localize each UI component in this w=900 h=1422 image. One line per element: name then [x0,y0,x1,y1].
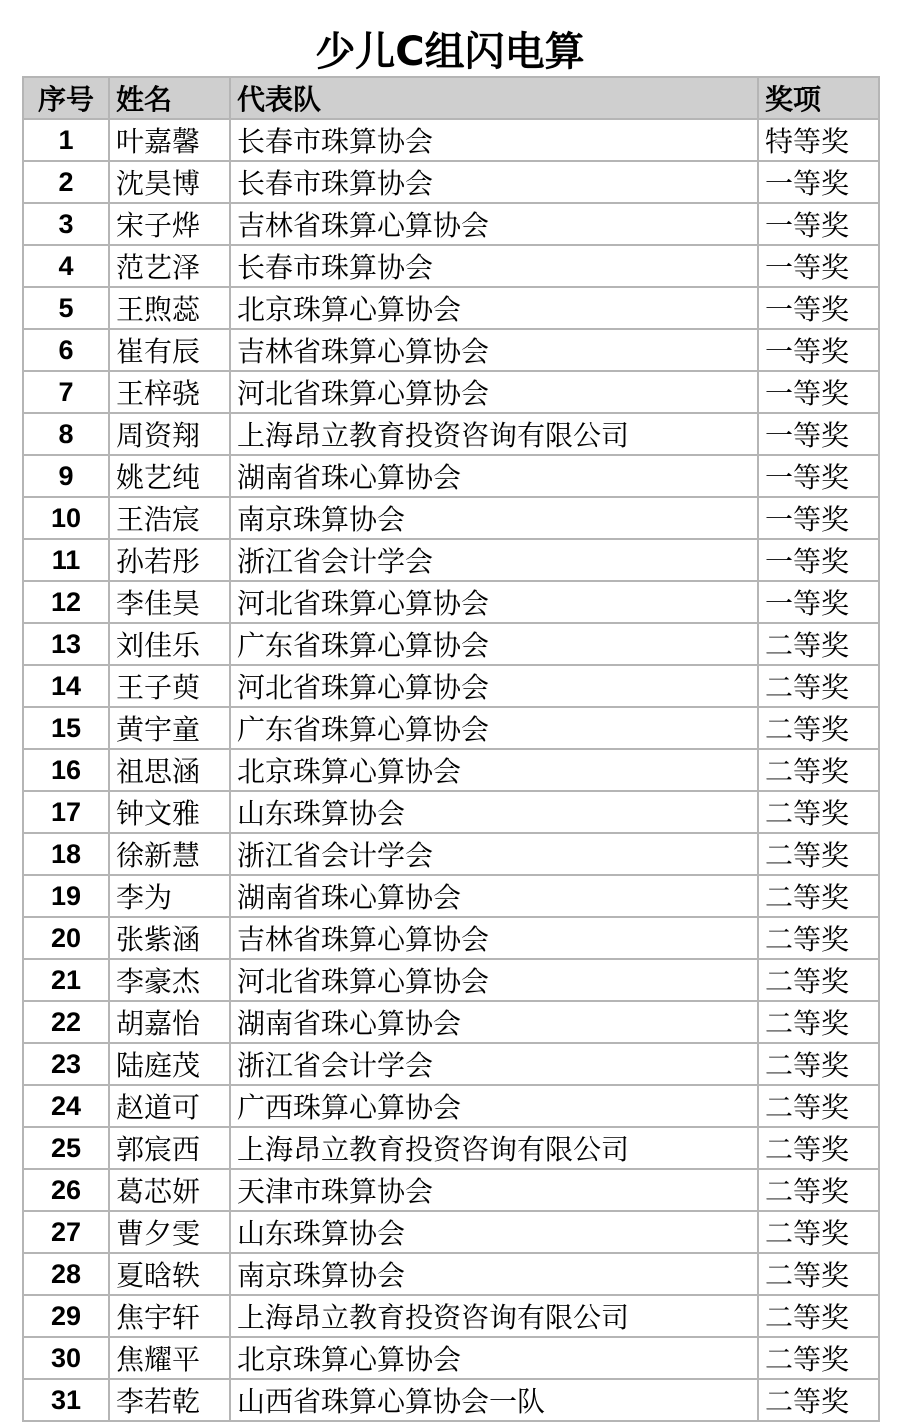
cell-name: 崔有辰 [109,329,230,371]
cell-team: 北京珠算心算协会 [230,287,758,329]
table-row [23,413,879,455]
cell-team: 北京珠算心算协会 [230,1337,758,1379]
cell-name: 焦宇轩 [109,1295,230,1337]
table-row [23,455,879,497]
cell-name: 李为 [109,875,230,917]
table-row [23,917,879,959]
table-row [23,287,879,329]
table-row [23,1295,879,1337]
cell-team: 吉林省珠算心算协会 [230,203,758,245]
cell-name: 夏晗轶 [109,1253,230,1295]
cell-seq: 4 [23,245,109,287]
cell-award: 二等奖 [758,1379,879,1421]
table-row [23,875,879,917]
cell-team: 广东省珠算心算协会 [230,623,758,665]
cell-name: 郭宸西 [109,1127,230,1169]
cell-team: 上海昂立教育投资咨询有限公司 [230,1127,758,1169]
cell-name: 曹夕雯 [109,1211,230,1253]
table-row [23,1043,879,1085]
cell-seq: 1 [23,119,109,161]
cell-name: 范艺泽 [109,245,230,287]
table-row [23,833,879,875]
cell-name: 钟文雅 [109,791,230,833]
cell-award: 二等奖 [758,1169,879,1211]
cell-name: 张紫涵 [109,917,230,959]
cell-name: 陆庭茂 [109,1043,230,1085]
cell-team: 河北省珠算心算协会 [230,581,758,623]
cell-team: 上海昂立教育投资咨询有限公司 [230,413,758,455]
cell-name: 宋子烨 [109,203,230,245]
cell-name: 焦耀平 [109,1337,230,1379]
cell-seq: 25 [23,1127,109,1169]
cell-team: 浙江省会计学会 [230,539,758,581]
cell-seq: 28 [23,1253,109,1295]
header-award: 奖项 [758,77,879,119]
cell-team: 上海昂立教育投资咨询有限公司 [230,1295,758,1337]
cell-award: 二等奖 [758,1043,879,1085]
cell-award: 一等奖 [758,581,879,623]
table-row [23,245,879,287]
cell-award: 二等奖 [758,959,879,1001]
cell-award: 一等奖 [758,287,879,329]
page-title: 少儿C组闪电算 [315,29,585,75]
table-row [23,1001,879,1043]
cell-team: 长春市珠算协会 [230,119,758,161]
cell-team: 浙江省会计学会 [230,833,758,875]
cell-seq: 30 [23,1337,109,1379]
cell-award: 一等奖 [758,497,879,539]
cell-team: 广西珠算心算协会 [230,1085,758,1127]
cell-seq: 13 [23,623,109,665]
cell-award: 二等奖 [758,749,879,791]
cell-team: 北京珠算心算协会 [230,749,758,791]
cell-seq: 24 [23,1085,109,1127]
table-row [23,791,879,833]
cell-team: 南京珠算协会 [230,1253,758,1295]
cell-name: 姚艺纯 [109,455,230,497]
cell-award: 一等奖 [758,413,879,455]
cell-seq: 12 [23,581,109,623]
table-row [23,539,879,581]
table-row [23,1169,879,1211]
cell-name: 孙若彤 [109,539,230,581]
cell-name: 祖思涵 [109,749,230,791]
table-row [23,203,879,245]
cell-seq: 23 [23,1043,109,1085]
cell-name: 刘佳乐 [109,623,230,665]
cell-seq: 7 [23,371,109,413]
cell-name: 王梓骁 [109,371,230,413]
cell-award: 一等奖 [758,455,879,497]
cell-name: 徐新慧 [109,833,230,875]
cell-award: 二等奖 [758,707,879,749]
cell-team: 广东省珠算心算协会 [230,707,758,749]
cell-team: 吉林省珠算心算协会 [230,917,758,959]
cell-seq: 11 [23,539,109,581]
table-row [23,1379,879,1421]
cell-team: 河北省珠算心算协会 [230,371,758,413]
cell-team: 湖南省珠心算协会 [230,455,758,497]
cell-seq: 14 [23,665,109,707]
cell-award: 一等奖 [758,539,879,581]
cell-seq: 9 [23,455,109,497]
cell-name: 李佳昊 [109,581,230,623]
cell-award: 二等奖 [758,917,879,959]
cell-award: 一等奖 [758,329,879,371]
cell-name: 王浩宸 [109,497,230,539]
table-row [23,665,879,707]
table-row [23,959,879,1001]
cell-award: 二等奖 [758,833,879,875]
cell-team: 湖南省珠心算协会 [230,875,758,917]
cell-name: 李豪杰 [109,959,230,1001]
cell-seq: 17 [23,791,109,833]
cell-seq: 21 [23,959,109,1001]
cell-seq: 15 [23,707,109,749]
cell-name: 王子萸 [109,665,230,707]
cell-award: 二等奖 [758,1001,879,1043]
header-seq: 序号 [23,77,109,119]
cell-name: 周资翔 [109,413,230,455]
cell-award: 二等奖 [758,665,879,707]
cell-seq: 27 [23,1211,109,1253]
cell-award: 二等奖 [758,1253,879,1295]
table-row [23,581,879,623]
cell-award: 二等奖 [758,875,879,917]
cell-seq: 8 [23,413,109,455]
cell-seq: 31 [23,1379,109,1421]
cell-team: 吉林省珠算心算协会 [230,329,758,371]
cell-seq: 6 [23,329,109,371]
cell-name: 叶嘉馨 [109,119,230,161]
table-body [23,119,879,1421]
cell-team: 南京珠算协会 [230,497,758,539]
cell-team: 山东珠算协会 [230,791,758,833]
cell-team: 河北省珠算心算协会 [230,959,758,1001]
cell-team: 山西省珠算心算协会一队 [230,1379,758,1421]
cell-award: 二等奖 [758,1295,879,1337]
cell-seq: 10 [23,497,109,539]
cell-award: 一等奖 [758,371,879,413]
cell-team: 长春市珠算协会 [230,245,758,287]
cell-team: 浙江省会计学会 [230,1043,758,1085]
cell-award: 二等奖 [758,1085,879,1127]
cell-award: 二等奖 [758,1337,879,1379]
cell-seq: 5 [23,287,109,329]
header-name: 姓名 [109,77,230,119]
cell-award: 二等奖 [758,623,879,665]
cell-seq: 3 [23,203,109,245]
cell-award: 二等奖 [758,1127,879,1169]
cell-team: 长春市珠算协会 [230,161,758,203]
header-team: 代表队 [230,77,758,119]
table-row [23,1337,879,1379]
cell-seq: 2 [23,161,109,203]
results-table [22,76,880,1422]
cell-seq: 19 [23,875,109,917]
cell-award: 特等奖 [758,119,879,161]
cell-award: 二等奖 [758,1211,879,1253]
cell-name: 沈昊博 [109,161,230,203]
cell-name: 胡嘉怡 [109,1001,230,1043]
cell-award: 二等奖 [758,791,879,833]
cell-team: 湖南省珠心算协会 [230,1001,758,1043]
table-row [23,329,879,371]
cell-award: 一等奖 [758,245,879,287]
header-row [23,77,879,119]
cell-name: 赵道可 [109,1085,230,1127]
cell-award: 一等奖 [758,203,879,245]
table-row [23,497,879,539]
table-row [23,749,879,791]
table-row [23,1211,879,1253]
cell-name: 黄宇童 [109,707,230,749]
table-row [23,1085,879,1127]
cell-team: 天津市珠算协会 [230,1169,758,1211]
cell-name: 王煦蕊 [109,287,230,329]
cell-seq: 18 [23,833,109,875]
cell-team: 山东珠算协会 [230,1211,758,1253]
cell-seq: 20 [23,917,109,959]
cell-seq: 16 [23,749,109,791]
table-row [23,1253,879,1295]
cell-team: 河北省珠算心算协会 [230,665,758,707]
cell-seq: 29 [23,1295,109,1337]
table-row [23,119,879,161]
table-row [23,161,879,203]
cell-seq: 26 [23,1169,109,1211]
cell-seq: 22 [23,1001,109,1043]
table-row [23,707,879,749]
table-row [23,371,879,413]
cell-award: 一等奖 [758,161,879,203]
cell-name: 葛芯妍 [109,1169,230,1211]
table-row [23,1127,879,1169]
table-row [23,623,879,665]
cell-name: 李若乾 [109,1379,230,1421]
